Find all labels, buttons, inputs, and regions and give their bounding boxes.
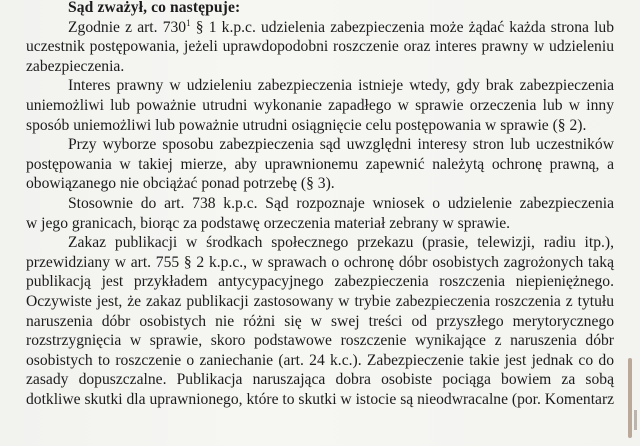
text-line: publikacją jest przykładem antycypacyjnego zabezpieczenia roszczenia niepieniężnego. <box>26 273 614 291</box>
paragraph-2 <box>26 76 614 135</box>
text-line: uczestnik postępowania, jeżeli uprawdopodobni roszczenie oraz interes prawny w udzieleniu <box>26 38 614 56</box>
paragraph-1 <box>26 18 614 77</box>
text-line: Oczywiste jest, że zakaz publikacji zastosowany w trybie zabezpieczenia roszczenia z tytułu <box>26 292 614 310</box>
text-line: rozstrzygnięcia w sprawie, skoro podstawowe roszczenie wynikające z naruszenia dóbr <box>26 332 614 350</box>
text-line: sposób uniemożliwi lub poważnie utrudni osiągnięcie celu postępowania w sprawie (§ 2). <box>26 116 587 134</box>
text-line: osobistych to roszczenie o zaniechanie (art. 24 k.c.). Zabezpieczenie takie jest jednak co do <box>26 351 614 369</box>
paragraph-4 <box>26 194 614 233</box>
text-line: Stosownie do art. 738 k.p.c. Sąd rozpoznaje wniosek o udzielenie zabezpieczenia <box>68 194 614 212</box>
text-line: Zakaz publikacji w środkach społecznego przekazu (prasie, telewizji, radiu itp.), <box>68 234 614 252</box>
text-line: zasady dopuszczalne. Publikacja naruszająca dobra osobiste pociąga bowiem za sobą <box>26 371 614 389</box>
paragraph-3 <box>26 135 614 194</box>
margin-ink-mark <box>634 410 637 430</box>
text-line: dotkliwe skutki dla uprawnionego, które to skutki w istocie są nieodwracalne (por. Komentarz <box>26 390 615 408</box>
text-line: przewidziany w art. 755 § 2 k.p.c., w sprawach o ochronę dóbr osobistych zagrożonych taką <box>26 253 614 271</box>
margin-ink-mark <box>628 358 632 438</box>
text-line: Interes prawny w udzieleniu zabezpieczenia istnieje wtedy, gdy brak zabezpieczenia <box>68 77 614 95</box>
text-line: naruszenia dóbr osobistych nie różni się w swej treści od przyszłego merytorycznego <box>26 312 614 330</box>
text-line: w jego granicach, biorąc za podstawę orzeczenia materiał zebrany w sprawie. <box>26 214 511 232</box>
superscript: 1 <box>186 17 191 28</box>
text-line: postępowania w takiej mierze, aby uprawnionemu zapewnić należytą ochronę prawną, a <box>26 155 614 173</box>
text-line: zabezpieczenia. <box>26 57 125 75</box>
paragraph-5 <box>26 233 614 409</box>
text-line: uniemożliwi lub poważnie utrudni wykonanie zapadłego w sprawie orzeczenia lub w inny <box>26 96 614 114</box>
section-heading: Sąd zważył, co następuje: <box>68 0 241 16</box>
text-line: Przy wyborze sposobu zabezpieczenia sąd uwzględni interesy stron lub uczestników <box>68 136 614 154</box>
text-line: obowiązanego nie obciążać ponad potrzebę (§ 3). <box>26 175 335 193</box>
text-line: Zgodnie z art. $730^1$ § 1 k.p.c. udzielenia zabezpieczenia może żądać każda strona lub <box>68 17 614 36</box>
document-text <box>26 0 614 409</box>
